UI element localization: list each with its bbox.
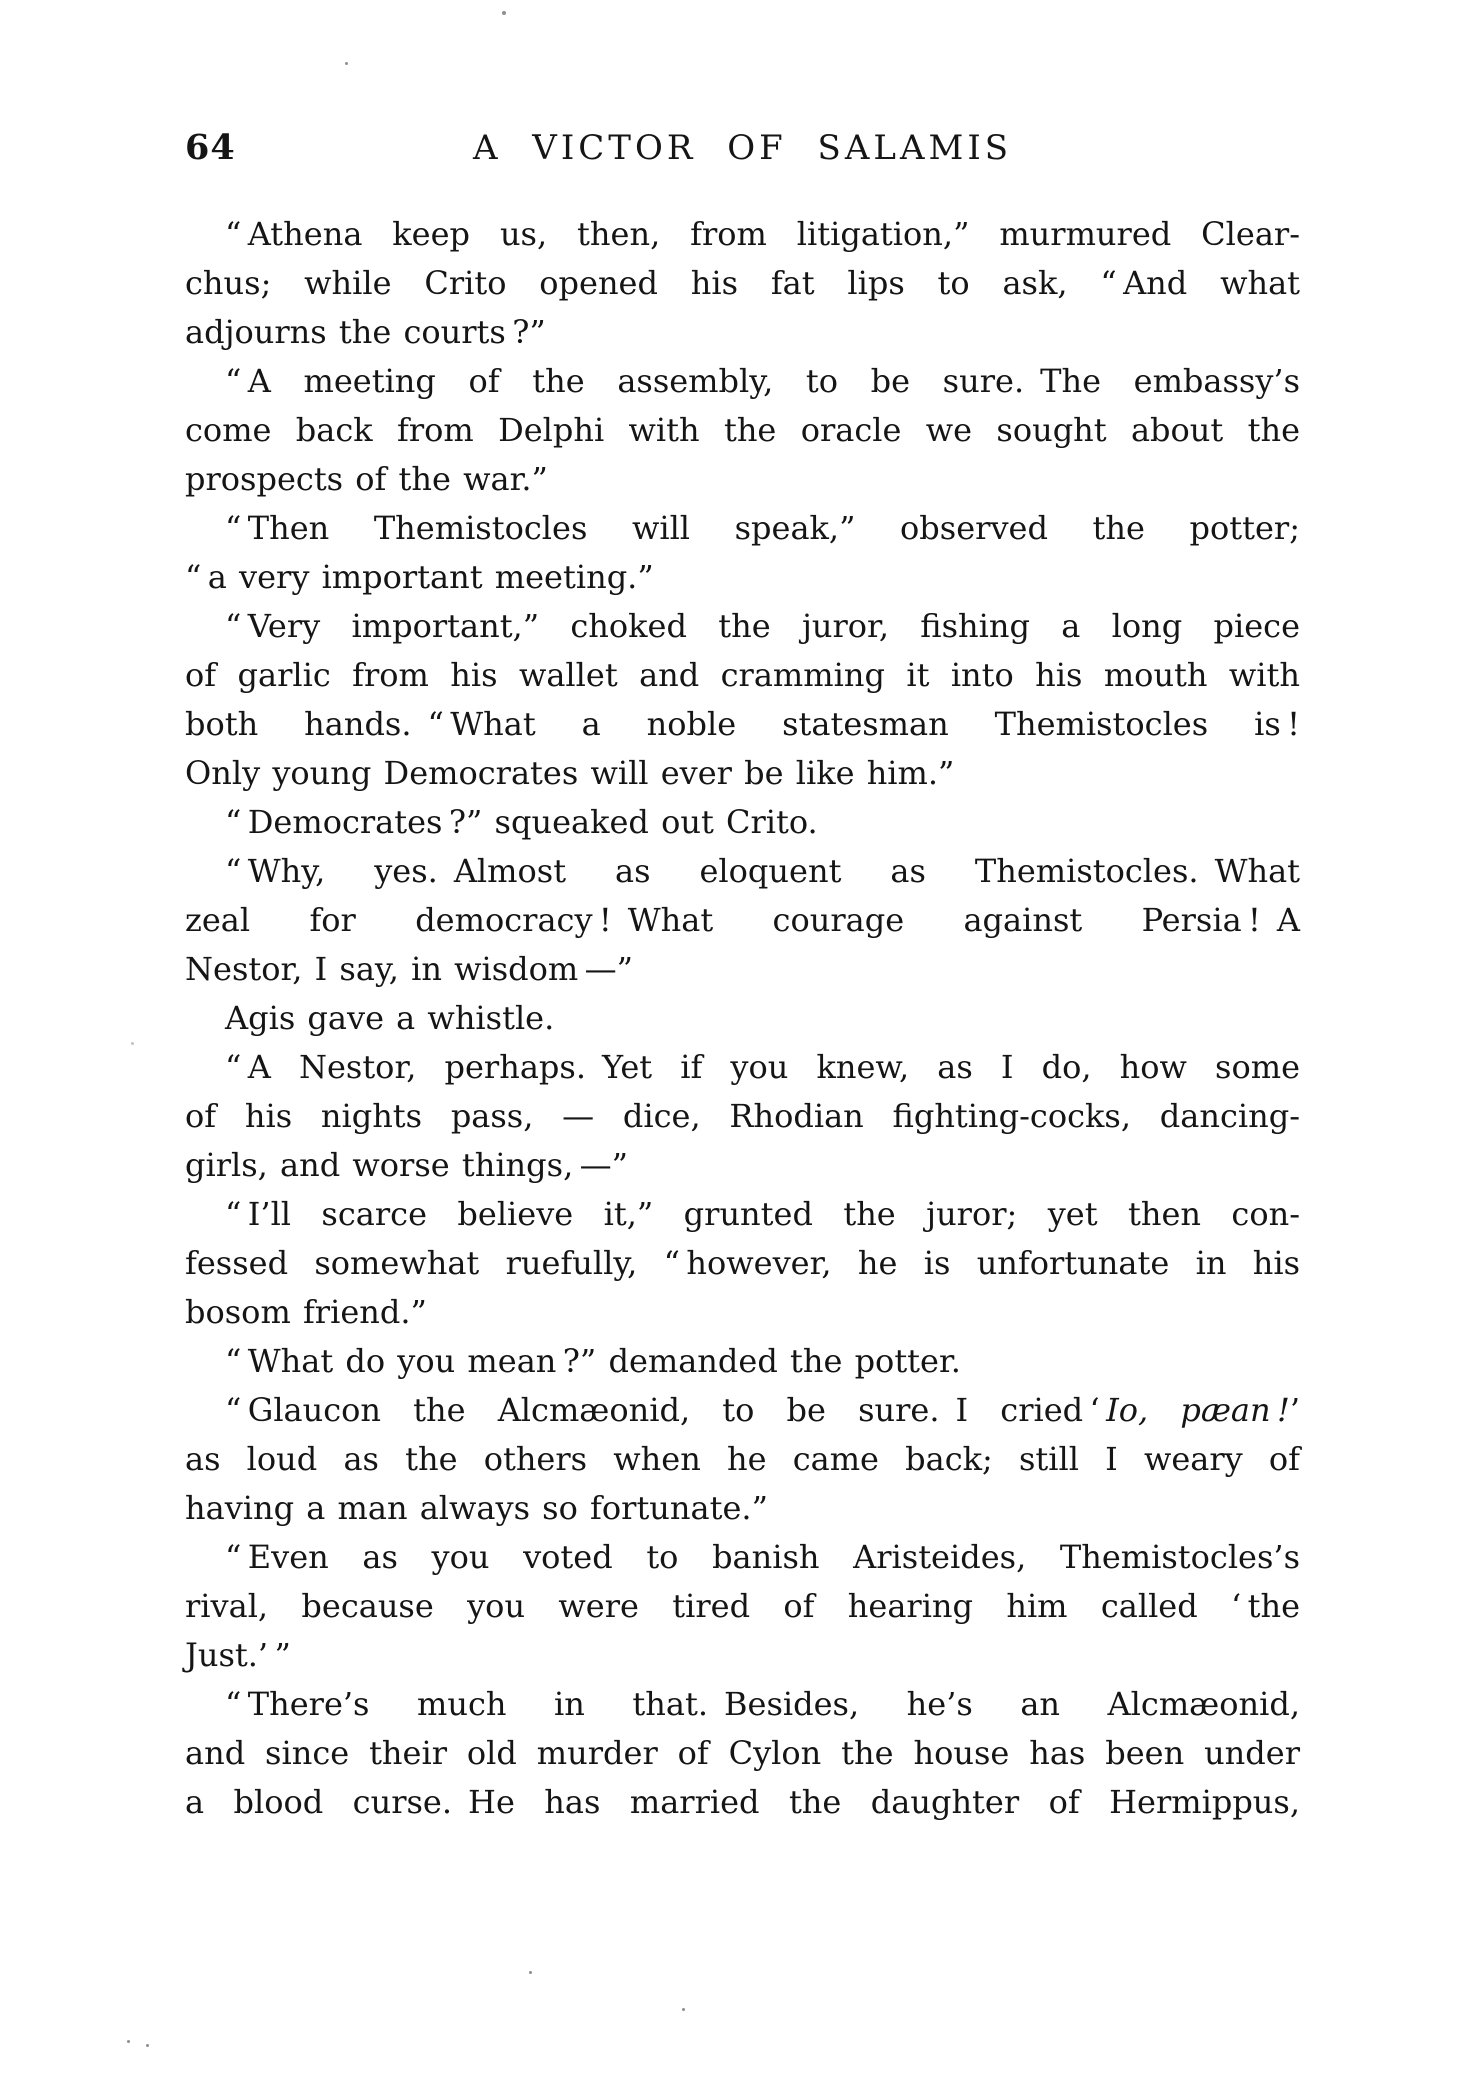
text-line: Just.’ ” (185, 1636, 291, 1674)
text-line: adjourns the courts ?” (185, 313, 546, 351)
text-line: “ A meeting of the assembly, to be sure. The embassy’s (225, 362, 1300, 400)
scan-speck (682, 2008, 685, 2011)
text-line: “ Why, yes. Almost as eloquent as Themistocles. What (225, 852, 1300, 890)
scan-speck (345, 62, 348, 65)
paragraph (185, 210, 1300, 357)
text-line: a blood curse. He has married the daughter of Hermippus, (185, 1783, 1300, 1821)
text-line: “ Democrates ?” squeaked out Crito. (225, 803, 818, 841)
text-line: “ Glaucon the Alcmæonid, to be sure. I cried ‘ Io, pæan !’ (225, 1391, 1301, 1429)
text-line: “ Even as you voted to banish Aristeides, Themistocles’s (225, 1538, 1300, 1576)
paragraph (185, 357, 1300, 504)
text-line: “ I’ll scarce believe it,” grunted the juror; yet then con- (225, 1195, 1300, 1233)
text-line: both hands. “ What a noble statesman Themistocles is ! (185, 705, 1300, 743)
text-line: rival, because you were tired of hearing him called ‘ the (185, 1587, 1300, 1625)
text-line: prospects of the war.” (185, 460, 548, 498)
paragraph (185, 1337, 1300, 1386)
text-line: as loud as the others when he came back; still I weary of (185, 1440, 1300, 1478)
text-line: “ a very important meeting.” (185, 558, 654, 596)
scan-speck (529, 1971, 532, 1974)
text-line: of his nights pass, — dice, Rhodian fighting-cocks, dancing- (185, 1097, 1300, 1135)
paragraph (185, 1386, 1300, 1533)
page-body (185, 210, 1300, 1827)
paragraph (185, 602, 1300, 798)
scan-speck (502, 11, 506, 15)
text-line: Only young Democrates will ever be like him.” (185, 754, 955, 792)
italic-phrase: Io, pæan ! (1106, 1391, 1290, 1429)
scan-speck (127, 2040, 130, 2043)
paragraph (185, 994, 1300, 1043)
text-line: Agis gave a whistle. (225, 999, 555, 1037)
page-number: 64 (185, 127, 236, 168)
scan-speck (146, 2044, 149, 2047)
paragraph (185, 1680, 1300, 1827)
text-line: “ Then Themistocles will speak,” observed the potter; (225, 509, 1300, 547)
text-line: bosom friend.” (185, 1293, 427, 1331)
text-line: “ There’s much in that. Besides, he’s an Alcmæonid, (225, 1685, 1300, 1723)
running-head-row (185, 126, 1300, 176)
paragraph (185, 798, 1300, 847)
running-header-title: A VICTOR OF SALAMIS (472, 128, 1013, 168)
text-line: come back from Delphi with the oracle we sought about the (185, 411, 1300, 449)
text-line: of garlic from his wallet and cramming it into his mouth with (185, 656, 1300, 694)
paragraph (185, 504, 1300, 602)
text-line: Nestor, I say, in wisdom —” (185, 950, 633, 988)
paragraph (185, 847, 1300, 994)
scan-speck (131, 1042, 134, 1045)
text-line: girls, and worse things, —” (185, 1146, 628, 1184)
text-line: “ What do you mean ?” demanded the potter. (225, 1342, 961, 1380)
text-line: chus; while Crito opened his fat lips to ask, “ And what (185, 264, 1300, 302)
paragraph (185, 1190, 1300, 1337)
paragraph (185, 1533, 1300, 1680)
text-line: having a man always so fortunate.” (185, 1489, 768, 1527)
text-line: “ Very important,” choked the juror, fishing a long piece (225, 607, 1300, 645)
paragraph (185, 1043, 1300, 1190)
text-line: fessed somewhat ruefully, “ however, he is unfortunate in his (185, 1244, 1300, 1282)
text-line: zeal for democracy ! What courage against Persia ! A (185, 901, 1300, 939)
text-line: and since their old murder of Cylon the house has been under (185, 1734, 1300, 1772)
text-line: “ A Nestor, perhaps. Yet if you knew, as I do, how some (225, 1048, 1300, 1086)
text-line: “ Athena keep us, then, from litigation,” murmured Clear- (225, 215, 1300, 253)
